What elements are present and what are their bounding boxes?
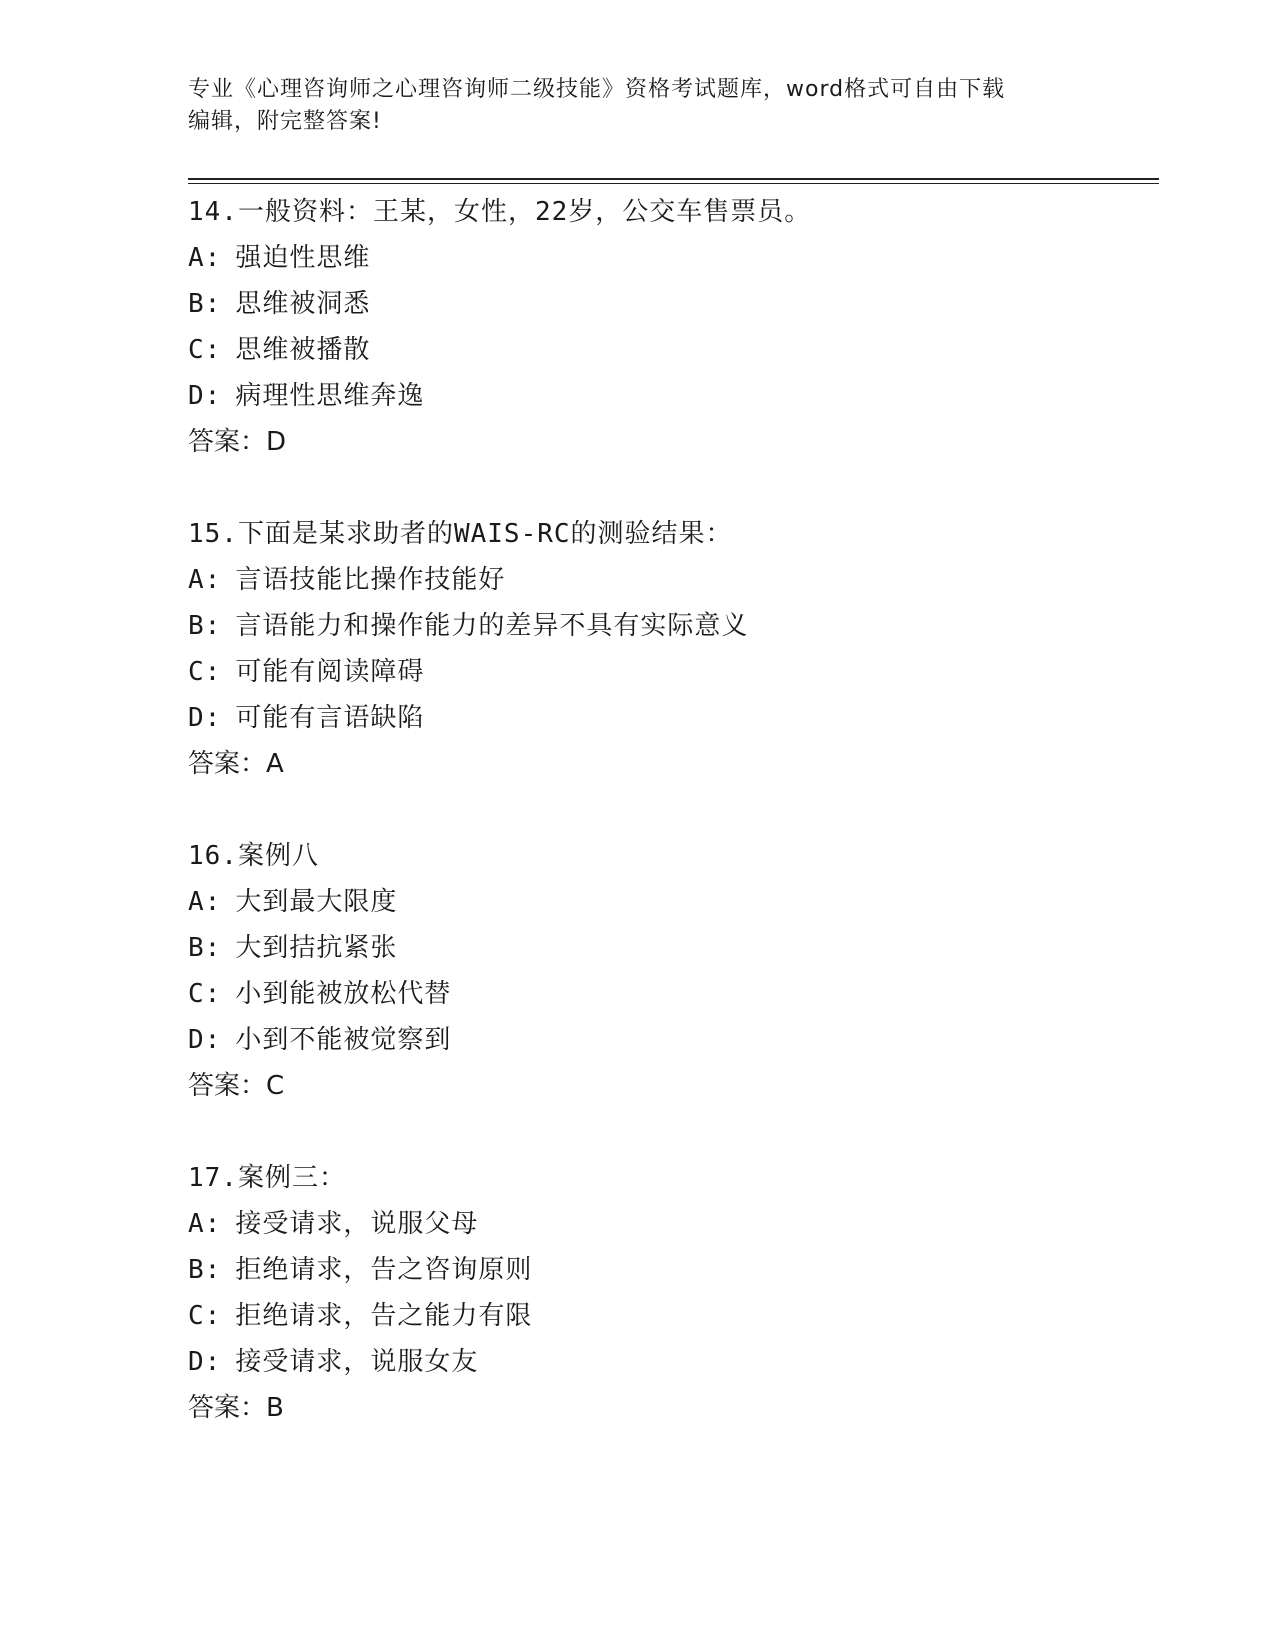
option-text: 思维被播散 (235, 335, 371, 365)
option-d (188, 1017, 1138, 1063)
question-list (188, 189, 1138, 1477)
option-d (188, 1339, 1138, 1385)
option-text: 拒绝请求，告之能力有限 (235, 1301, 533, 1331)
option-label: D: (188, 381, 222, 411)
question-stem: 16.案例八 (188, 841, 319, 871)
answer-line: 答案：A (188, 749, 284, 779)
option-c (188, 1293, 1138, 1339)
option-text: 接受请求，说服女友 (235, 1347, 479, 1377)
option-text: 小到不能被觉察到 (235, 1025, 452, 1055)
option-label: C: (188, 979, 222, 1009)
question-stem: 17.案例三： (188, 1163, 346, 1193)
option-text: 拒绝请求，告之咨询原则 (235, 1255, 533, 1285)
answer-line: 答案：D (188, 427, 287, 457)
option-text: 大到最大限度 (235, 887, 398, 917)
answer-line: 答案：B (188, 1393, 284, 1423)
option-b (188, 1247, 1138, 1293)
option-label: C: (188, 335, 222, 365)
option-label: A: (188, 1209, 222, 1239)
option-text: 大到拮抗紧张 (235, 933, 398, 963)
option-a (188, 879, 1138, 925)
option-label: D: (188, 1025, 222, 1055)
option-d (188, 695, 1138, 741)
option-text: 可能有言语缺陷 (235, 703, 425, 733)
document-header (188, 74, 1088, 138)
header-line-1: 专业《心理咨询师之心理咨询师二级技能》资格考试题库，word格式可自由下载 (188, 77, 1006, 102)
option-d (188, 373, 1138, 419)
option-label: A: (188, 243, 222, 273)
option-label: C: (188, 657, 222, 687)
option-label: A: (188, 565, 222, 595)
option-b (188, 603, 1138, 649)
question-16 (188, 833, 1138, 1109)
option-label: B: (188, 1255, 222, 1285)
option-a (188, 1201, 1138, 1247)
option-label: A: (188, 887, 222, 917)
question-stem: 15.下面是某求助者的WAIS-RC的测验结果： (188, 519, 733, 549)
option-label: B: (188, 933, 222, 963)
option-text: 言语技能比操作技能好 (235, 565, 506, 595)
option-label: B: (188, 289, 222, 319)
question-stem: 14.一般资料：王某，女性，22岁，公交车售票员。 (188, 197, 812, 227)
option-label: D: (188, 1347, 222, 1377)
option-text: 言语能力和操作能力的差异不具有实际意义 (235, 611, 749, 641)
option-label: C: (188, 1301, 222, 1331)
option-a (188, 235, 1138, 281)
option-text: 强迫性思维 (235, 243, 371, 273)
option-b (188, 281, 1138, 327)
option-c (188, 649, 1138, 695)
option-text: 思维被洞悉 (235, 289, 371, 319)
header-divider-thick (188, 178, 1159, 180)
answer-line: 答案：C (188, 1071, 285, 1101)
option-label: D: (188, 703, 222, 733)
option-c (188, 327, 1138, 373)
option-b (188, 925, 1138, 971)
option-label: B: (188, 611, 222, 641)
option-text: 病理性思维奔逸 (235, 381, 425, 411)
header-line-2: 编辑，附完整答案! (188, 109, 382, 134)
option-text: 小到能被放松代替 (235, 979, 452, 1009)
option-c (188, 971, 1138, 1017)
option-text: 接受请求，说服父母 (235, 1209, 479, 1239)
question-14 (188, 189, 1138, 465)
option-text: 可能有阅读障碍 (235, 657, 425, 687)
question-15 (188, 511, 1138, 787)
option-a (188, 557, 1138, 603)
question-17 (188, 1155, 1138, 1431)
header-divider-thin (188, 183, 1159, 184)
